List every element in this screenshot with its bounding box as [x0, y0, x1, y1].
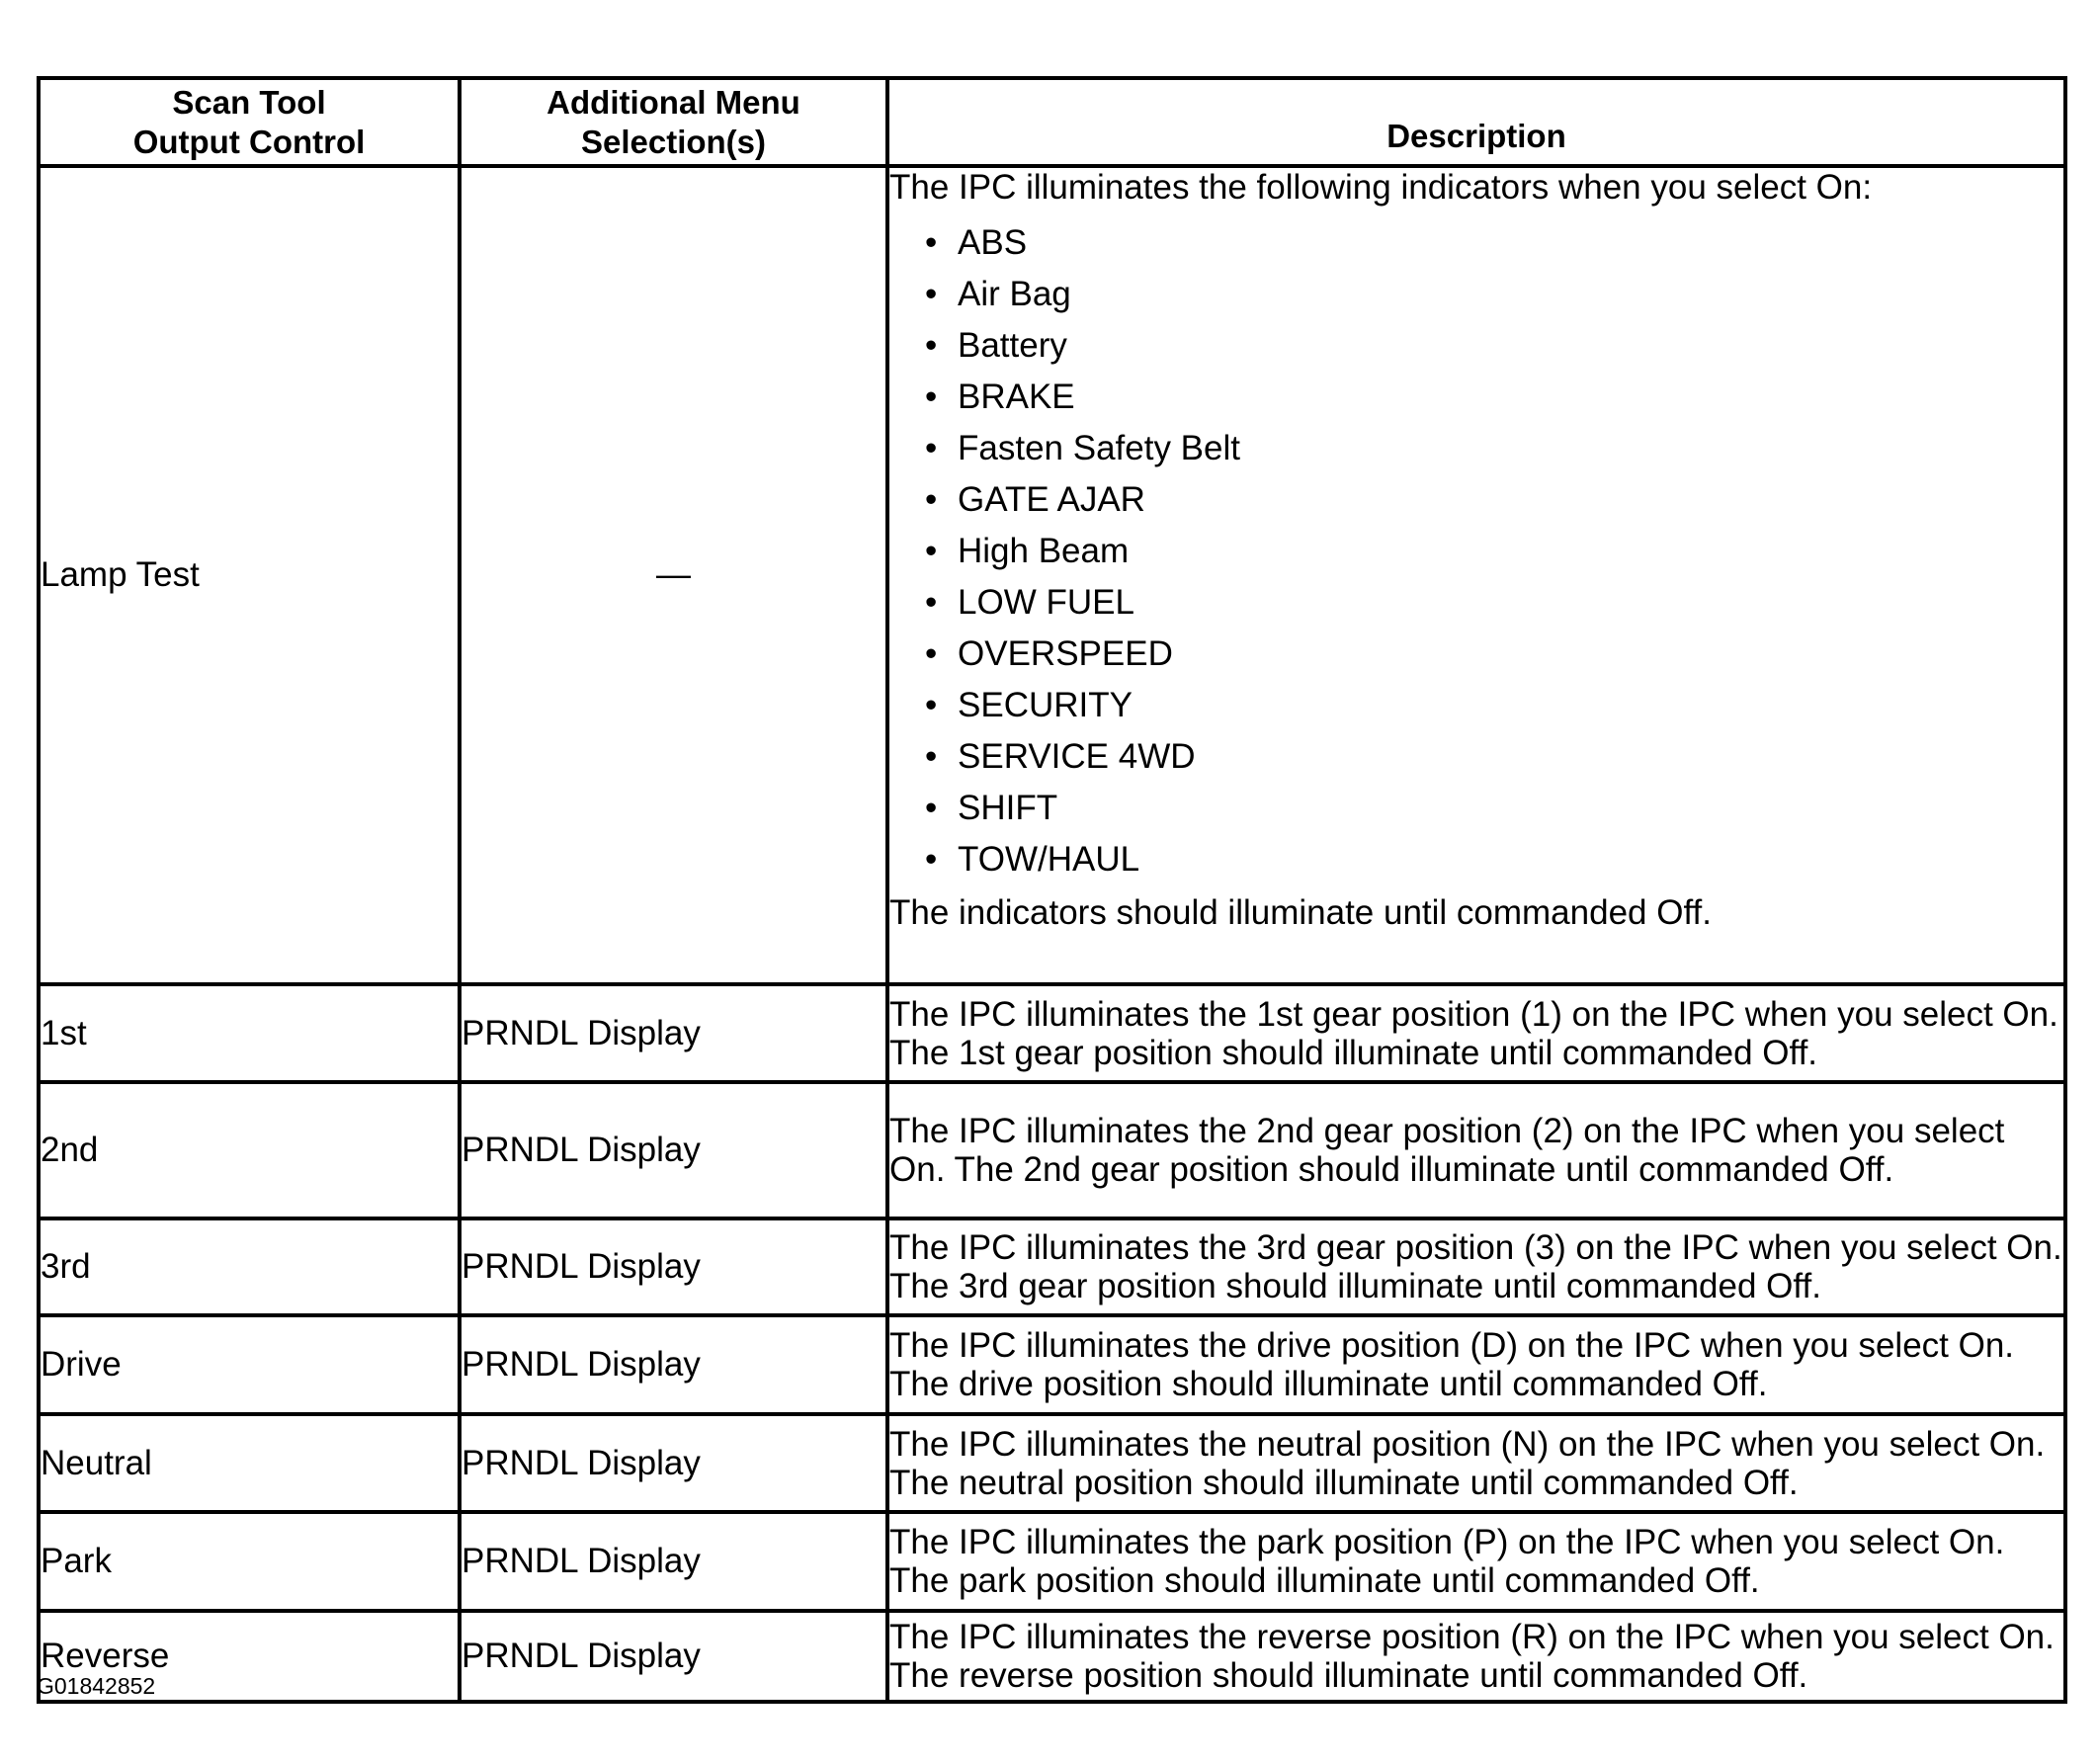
selection-label: PRNDL Display	[462, 1345, 701, 1384]
list-item	[889, 372, 2063, 423]
description-text: The IPC illuminates the 1st gear position (1) on the IPC when you select On. The 1st gear position should illuminate until commanded Off.	[889, 994, 2058, 1072]
header-label: Additional Menu Selection(s)	[546, 83, 800, 160]
list-item	[889, 217, 2063, 269]
list-item	[889, 731, 2063, 783]
control-label: Park	[41, 1542, 112, 1580]
selection-label: PRNDL Display	[462, 1542, 701, 1580]
gear-rows	[39, 984, 2065, 1702]
description-cell	[887, 1414, 2065, 1512]
header-additional-menu-selections	[460, 78, 887, 166]
control-cell	[39, 1414, 460, 1512]
control-label: 1st	[41, 1013, 87, 1052]
description-text: The IPC illuminates the reverse position (R) on the IPC when you select On. The reverse position should illuminate until commanded Off.	[889, 1618, 2055, 1695]
selection-cell	[460, 984, 887, 1082]
list-item	[889, 320, 2063, 372]
list-item	[889, 629, 2063, 680]
bullet-icon: •	[925, 480, 938, 519]
description-cell	[887, 1218, 2065, 1315]
bullet-icon: •	[925, 789, 938, 827]
indicator-label: SERVICE 4WD	[958, 737, 1196, 776]
control-label: Reverse	[41, 1637, 170, 1675]
description-text: The IPC illuminates the drive position (D) on the IPC when you select On. The drive position should illuminate until commanded Off.	[889, 1326, 2015, 1403]
selection-label: PRNDL Display	[462, 1443, 701, 1482]
table-row	[39, 1512, 2065, 1611]
selection-label: —	[656, 555, 691, 594]
table-row	[39, 1218, 2065, 1315]
selection-label: PRNDL Display	[462, 1013, 701, 1052]
indicator-label: SHIFT	[958, 789, 1058, 827]
description-text: The IPC illuminates the 3rd gear position (3) on the IPC when you select On. The 3rd gear position should illuminate until commanded Off.	[889, 1228, 2062, 1305]
selection-cell	[460, 1315, 887, 1414]
selection-cell	[460, 166, 887, 984]
bullet-icon: •	[925, 326, 938, 365]
table-row	[39, 1315, 2065, 1414]
control-label: 3rd	[41, 1247, 91, 1286]
selection-label: PRNDL Display	[462, 1247, 701, 1286]
selection-label: PRNDL Display	[462, 1131, 701, 1169]
bullet-icon: •	[925, 634, 938, 673]
control-label: 2nd	[41, 1131, 99, 1169]
description-intro: The IPC illuminates the following indicators when you select On:	[889, 168, 1873, 207]
control-cell	[39, 166, 460, 984]
list-item	[889, 783, 2063, 834]
description-cell	[887, 166, 2065, 984]
bullet-icon: •	[925, 223, 938, 262]
selection-cell	[460, 1082, 887, 1218]
selection-label: PRNDL Display	[462, 1637, 701, 1675]
list-item	[889, 680, 2063, 731]
bullet-icon: •	[925, 532, 938, 570]
list-item	[889, 474, 2063, 526]
table-row	[39, 1414, 2065, 1512]
selection-cell	[460, 1512, 887, 1611]
indicator-list	[889, 217, 2063, 885]
description-cell	[887, 1512, 2065, 1611]
bullet-icon: •	[925, 686, 938, 724]
table-row	[39, 1611, 2065, 1702]
indicator-label: BRAKE	[958, 378, 1075, 416]
control-cell	[39, 1082, 460, 1218]
description-outro: The indicators should illuminate until commanded Off.	[889, 893, 1713, 932]
header-scan-tool-output-control	[39, 78, 460, 166]
bullet-icon: •	[925, 583, 938, 622]
indicator-label: LOW FUEL	[958, 583, 1134, 622]
control-label: Lamp Test	[41, 555, 200, 594]
indicator-label: Fasten Safety Belt	[958, 429, 1240, 467]
control-cell	[39, 984, 460, 1082]
indicator-label: GATE AJAR	[958, 480, 1145, 519]
description-cell	[887, 1611, 2065, 1702]
list-item	[889, 526, 2063, 577]
description-text: The IPC illuminates the 2nd gear position (2) on the IPC when you select On. The 2nd gear position should illuminate until commanded Off.	[889, 1112, 2005, 1189]
table-row	[39, 1082, 2065, 1218]
indicator-label: TOW/HAUL	[958, 840, 1140, 879]
bullet-icon: •	[925, 429, 938, 467]
list-item	[889, 577, 2063, 629]
control-cell	[39, 1218, 460, 1315]
selection-cell	[460, 1414, 887, 1512]
indicator-label: SECURITY	[958, 686, 1133, 724]
description-cell	[887, 1082, 2065, 1218]
bullet-icon: •	[925, 275, 938, 313]
control-label: Drive	[41, 1345, 122, 1384]
description-text: The IPC illuminates the neutral position (N) on the IPC when you select On. The neutral position should illuminate until commanded Off.	[889, 1424, 2046, 1502]
indicator-label: Air Bag	[958, 275, 1071, 313]
header-row	[39, 78, 2065, 166]
list-item	[889, 269, 2063, 320]
description-cell	[887, 1315, 2065, 1414]
indicator-label: OVERSPEED	[958, 634, 1173, 673]
header-label: Scan Tool Output Control	[132, 83, 366, 160]
figure-id: G01842852	[37, 1673, 156, 1699]
list-item	[889, 423, 2063, 474]
scan-tool-output-table	[37, 76, 2067, 1704]
bullet-icon: •	[925, 378, 938, 416]
indicator-label: ABS	[958, 223, 1028, 262]
list-item	[889, 834, 2063, 885]
table-row	[39, 984, 2065, 1082]
bullet-icon: •	[925, 840, 938, 879]
description-text: The IPC illuminates the park position (P) on the IPC when you select On. The park position should illuminate until commanded Off.	[889, 1523, 2005, 1600]
table-row-lamp-test	[39, 166, 2065, 984]
selection-cell	[460, 1611, 887, 1702]
control-cell	[39, 1512, 460, 1611]
header-description	[887, 78, 2065, 166]
bullet-icon: •	[925, 737, 938, 776]
indicator-label: Battery	[958, 326, 1067, 365]
selection-cell	[460, 1218, 887, 1315]
description-cell	[887, 984, 2065, 1082]
header-label: Description	[1386, 118, 1566, 154]
indicator-label: High Beam	[958, 532, 1130, 570]
control-label: Neutral	[41, 1443, 152, 1482]
control-cell	[39, 1315, 460, 1414]
